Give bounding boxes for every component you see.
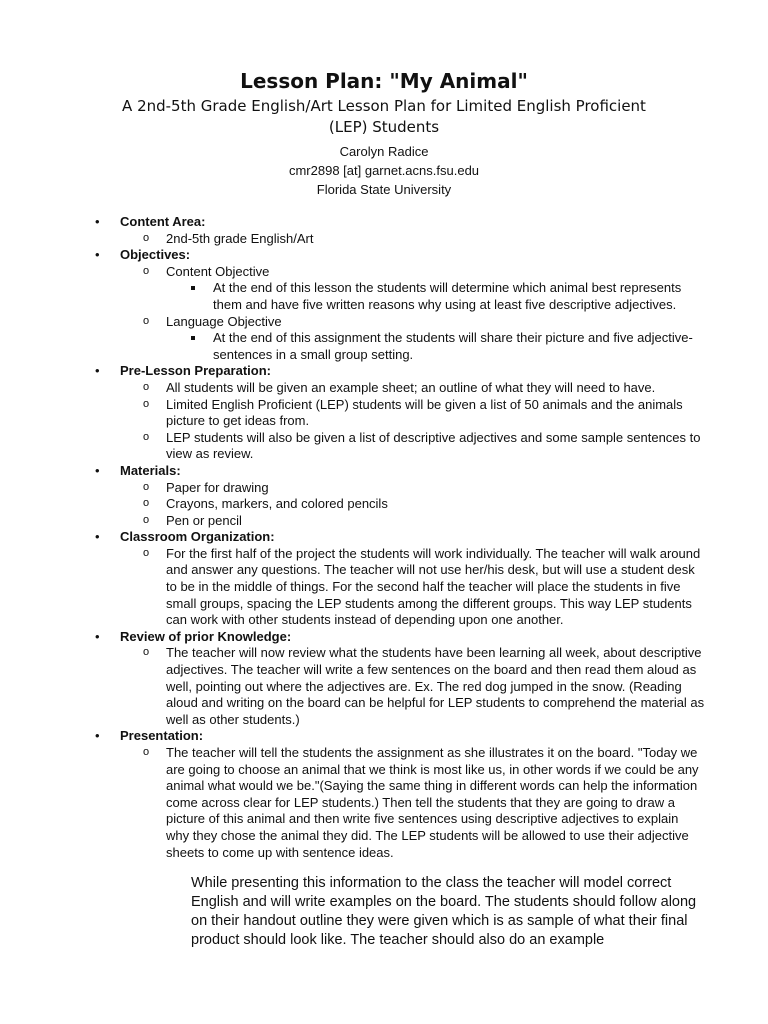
list-item: o All students will be given an example sheet; an outline of what they will need to have.	[120, 380, 705, 397]
list-item: o Crayons, markers, and colored pencils	[120, 496, 705, 513]
list-item: o The teacher will tell the students the assignment as she illustrates it on the board. "Today we are going to choose an animal that we think is most like us, in other words if we could be any animal what would we be."(Saying the same thing in different words can help the information come across clear for LEP students.) Then tell the students that they are going to draw a picture of this animal and then write five sentences using descriptive adjectives to explain why they chose the animal they did. The LEP students will be allowed to use their adjective sheets to come up with sentence ideas.	[120, 745, 705, 861]
section-heading: Materials:	[120, 462, 181, 478]
objective-label: Language Objective	[166, 313, 282, 329]
section-heading: Pre-Lesson Preparation:	[120, 363, 271, 379]
section-materials	[95, 463, 705, 529]
list-item: o Pen or pencil	[120, 513, 705, 530]
list-item: o Paper for drawing	[120, 480, 705, 497]
list-item	[120, 314, 705, 364]
section-heading: Objectives:	[120, 247, 191, 263]
section-heading: Presentation:	[120, 728, 204, 744]
objective-detail: At the end of this assignment the students will share their picture and five adjective-sentences in a small group setting.	[166, 330, 705, 363]
section-objectives	[95, 247, 705, 363]
author-block	[0, 142, 768, 199]
section-heading: Content Area:	[120, 214, 206, 229]
author-email: cmr2898 [at] garnet.acns.fsu.edu	[288, 163, 480, 178]
section-heading: Classroom Organization:	[120, 529, 275, 545]
section-presentation	[95, 728, 705, 950]
list-item: o LEP students will also be given a list of descriptive adjectives and some sample sentences to view as review.	[120, 430, 705, 463]
objective-detail: At the end of this lesson the students will determine which animal best represents them and have five written reasons why using at least five descriptive adjectives.	[166, 280, 705, 313]
document-header	[0, 68, 768, 199]
section-content-area	[95, 214, 705, 247]
objective-label: Content Objective	[166, 263, 270, 279]
list-item: o The teacher will now review what the students have been learning all week, about descriptive adjectives. The teacher will write a few sentences on the board and then read them aloud as well, pointing out where the adjectives are. Ex. The red dog jumped in the snow. (Reading aloud and writing on the board can be helpful for LEP students to comprehend the material as well as other students.)	[120, 645, 705, 728]
presentation-paragraph: While presenting this information to the class the teacher will model correct English and will write examples on the board. The students should follow along on their handout outline they were given which is as sample of what their final product should look like. The teacher should also do an example	[191, 875, 697, 949]
author-university: Florida State University	[316, 182, 452, 197]
section-classroom-organization	[95, 529, 705, 629]
page-subtitle: A 2nd-5th Grade English/Art Lesson Plan for Limited English Proficient (LEP) Students	[122, 97, 646, 136]
lesson-outline	[95, 214, 705, 950]
section-heading: Review of prior Knowledge:	[120, 628, 292, 644]
page-title: Lesson Plan: "My Animal"	[240, 69, 528, 93]
section-review	[95, 629, 705, 729]
section-pre-lesson	[95, 363, 705, 463]
list-item: o 2nd-5th grade English/Art	[120, 231, 705, 248]
list-item: o Limited English Proficient (LEP) students will be given a list of 50 animals and the animals picture to get ideas from.	[120, 397, 705, 430]
author-name: Carolyn Radice	[339, 144, 429, 159]
section-list	[95, 214, 705, 950]
list-item: o For the first half of the project the students will work individually. The teacher will walk around and answer any questions. The teacher will not use her/his desk, but will use a student desk to be in the middle of things. For the second half the teacher will place the students in five small groups, spacing the LEP students among the different groups. This way LEP students can work with other students instead of depending upon one another.	[120, 546, 705, 629]
list-item	[120, 264, 705, 314]
